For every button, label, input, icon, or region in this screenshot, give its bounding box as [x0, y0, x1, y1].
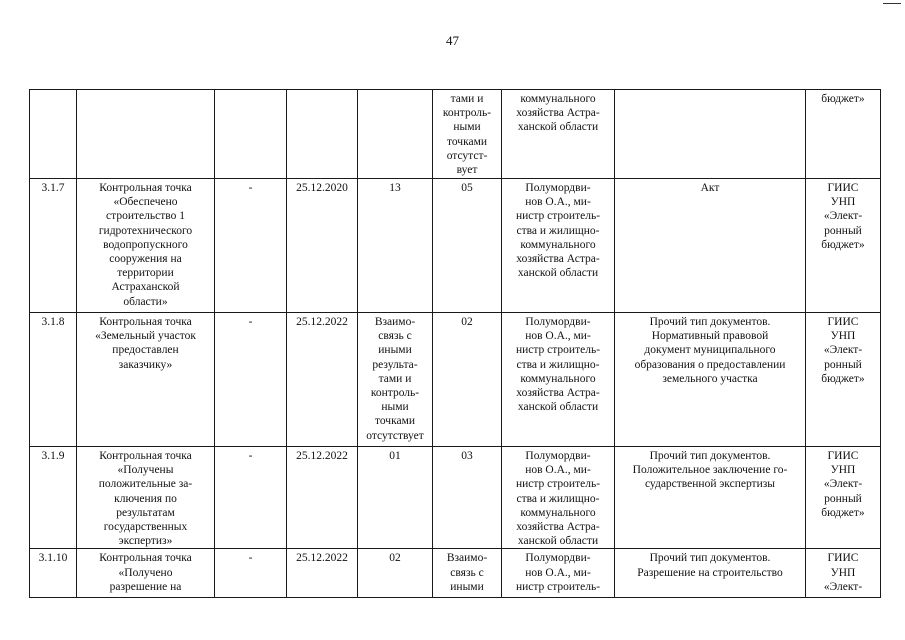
table-row	[30, 447, 881, 549]
cell-link: 02	[433, 313, 502, 447]
cell-name	[77, 90, 215, 179]
cell-document: Прочий тип документов. Разрешение на строительство	[615, 549, 806, 598]
cell-system: ГИИС УНП «Элект-	[806, 549, 881, 598]
table-row	[30, 179, 881, 313]
cell-responsible: коммунального хозяйства Астра- ханской области	[502, 90, 615, 179]
cell-level: Взаимо- связь с иными результа- тами и контроль- ными точками отсутствует	[358, 313, 433, 447]
cell-level: 13	[358, 179, 433, 313]
cell-base	[215, 90, 287, 179]
cell-num: 3.1.8	[30, 313, 77, 447]
scan-corner-mark	[883, 3, 901, 4]
cell-link: 05	[433, 179, 502, 313]
cell-deadline	[287, 90, 358, 179]
cell-deadline: 25.12.2020	[287, 179, 358, 313]
cell-deadline: 25.12.2022	[287, 549, 358, 598]
cell-responsible: Полумордви- нов О.А., ми- нистр строитель- ства и жилищно- коммунального хозяйства Астра- ханской области	[502, 447, 615, 549]
cell-num: 3.1.10	[30, 549, 77, 598]
cell-system: ГИИС УНП «Элект- ронный бюджет»	[806, 313, 881, 447]
table-row	[30, 549, 881, 598]
cell-responsible: Полумордви- нов О.А., ми- нистр строитель- ства и жилищно- коммунального хозяйства Астра- ханской области	[502, 179, 615, 313]
cell-name: Контрольная точка «Получено разрешение на	[77, 549, 215, 598]
cell-num	[30, 90, 77, 179]
cell-responsible: Полумордви- нов О.А., ми- нистр строитель-	[502, 549, 615, 598]
cell-base: -	[215, 313, 287, 447]
cell-level	[358, 90, 433, 179]
cell-link: тами и контроль- ными точками отсутст- вует	[433, 90, 502, 179]
cell-link: 03	[433, 447, 502, 549]
page-number: 47	[446, 33, 459, 48]
cell-name: Контрольная точка «Обеспечено строительство 1 гидротехнического водопропускного сооружения на территории Астраханской области»	[77, 179, 215, 313]
cell-deadline: 25.12.2022	[287, 447, 358, 549]
cell-link: Взаимо- связь с иными	[433, 549, 502, 598]
table-row	[30, 90, 881, 179]
cell-name: Контрольная точка «Получены положительные за- ключения по результатам государственных экспертиз»	[77, 447, 215, 549]
cell-num: 3.1.9	[30, 447, 77, 549]
cell-level: 01	[358, 447, 433, 549]
cell-system: ГИИС УНП «Элект- ронный бюджет»	[806, 179, 881, 313]
cell-document: Прочий тип документов. Положительное заключение го- сударственной экспертизы	[615, 447, 806, 549]
cell-base: -	[215, 447, 287, 549]
cell-document	[615, 90, 806, 179]
cell-name: Контрольная точка «Земельный участок предоставлен заказчику»	[77, 313, 215, 447]
cell-system: ГИИС УНП «Элект- ронный бюджет»	[806, 447, 881, 549]
cell-responsible: Полумордви- нов О.А., ми- нистр строитель- ства и жилищно- коммунального хозяйства Астра- ханской области	[502, 313, 615, 447]
control-points-table	[29, 89, 881, 598]
cell-deadline: 25.12.2022	[287, 313, 358, 447]
cell-num: 3.1.7	[30, 179, 77, 313]
cell-document: Прочий тип документов. Нормативный правовой документ муниципального образования о предоставлении земельного участка	[615, 313, 806, 447]
cell-base: -	[215, 549, 287, 598]
cell-system: бюджет»	[806, 90, 881, 179]
cell-base: -	[215, 179, 287, 313]
cell-level: 02	[358, 549, 433, 598]
table-row	[30, 313, 881, 447]
cell-document: Акт	[615, 179, 806, 313]
